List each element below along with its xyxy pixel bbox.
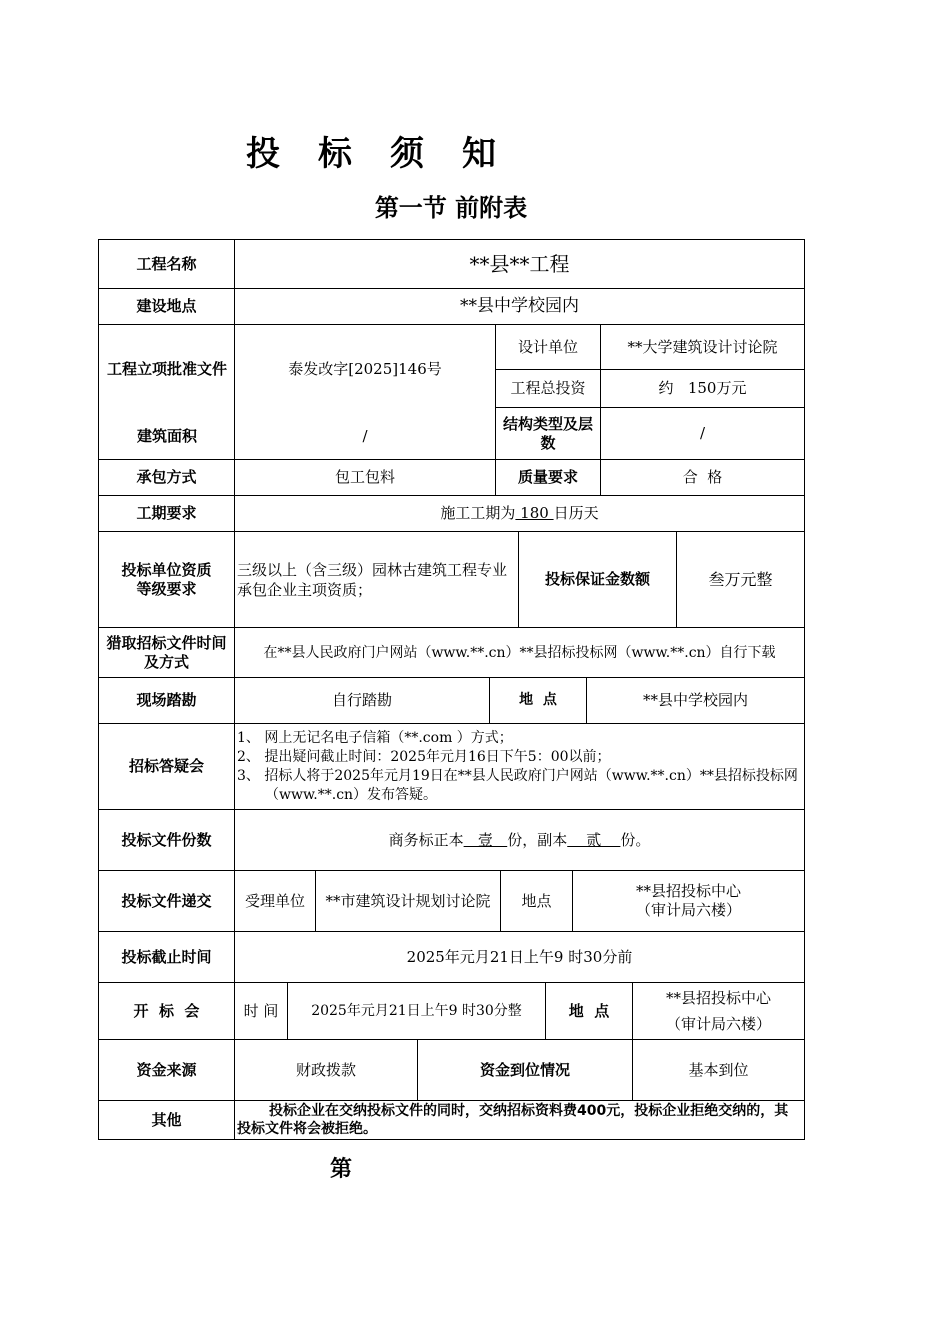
structure-label: 结构类型及层 数 <box>502 414 614 452</box>
fund-status-value: 基本到位 <box>632 1040 804 1100</box>
row-deadline <box>98 932 805 983</box>
project-name-label: 工程名称 <box>99 240 235 288</box>
qa-item: 1、 网上无记名电子信箱（**.com ）方式； <box>237 729 513 746</box>
fund-label: 资金来源 <box>99 1040 235 1100</box>
submit-location-value: **县招投标中心（审计局六楼） <box>572 871 804 931</box>
duration-label: 工期要求 <box>99 496 235 531</box>
row-qualification <box>98 532 805 628</box>
submit-recv-label: 受理单位 <box>244 891 305 910</box>
bond-label: 投标保证金数额 <box>518 532 676 627</box>
row-submit <box>98 871 805 932</box>
row-opening <box>98 983 805 1040</box>
approval-label: 工程立项批准文件 <box>106 359 227 378</box>
investment-label: 工程总投资 <box>510 379 586 397</box>
survey-value: 自行踏勘 <box>331 691 392 709</box>
obtain-label: 猎取招标文件时间及方式 <box>99 628 235 677</box>
qa-list <box>235 724 804 809</box>
opening-location-value: **县招投标中心（审计局六楼） <box>632 983 804 1039</box>
submit-location-label: 地点 <box>500 871 572 931</box>
qualification-label: 投标单位资质等级要求 <box>99 532 235 627</box>
qa-item: 2、 提出疑问截止时间：2025年元月16日下午5：00以前； <box>237 748 611 765</box>
next-section-fragment: 第 <box>330 1157 353 1182</box>
row-obtain <box>98 628 805 678</box>
copies-text-3: 份。 <box>620 830 651 849</box>
row-approval-area <box>98 325 805 460</box>
design-unit-label: 设计单位 <box>517 337 578 356</box>
row-qa <box>98 724 805 810</box>
duration-value <box>235 496 804 531</box>
submit-label: 投标文件递交 <box>99 871 235 931</box>
area-label: 建筑面积 <box>136 426 197 445</box>
row-other <box>98 1101 805 1140</box>
copies-original-count: 壹 <box>463 830 508 849</box>
quality-value: 合 格 <box>600 460 804 495</box>
copies-text-2: 份，副本 <box>507 830 568 849</box>
survey-location-label: 地 点 <box>489 678 586 723</box>
qa-item: 3、 招标人将于2025年元月19日在**县人民政府门户网站（www.**.cn）**县招标投标网（www.**.cn）发布答疑。 <box>237 767 798 803</box>
copies-duplicate-count: 贰 <box>567 830 621 849</box>
qa-label: 招标答疑会 <box>99 724 235 809</box>
quality-label: 质量要求 <box>495 460 600 495</box>
row-duration <box>98 496 805 532</box>
submit-recv-value: **市建筑设计规划讨论院 <box>315 871 500 931</box>
design-unit-value: **大学建筑设计讨论院 <box>627 337 778 356</box>
row-site <box>98 289 805 325</box>
structure-value: / <box>699 424 706 442</box>
section-subtitle: 第一节 前附表 <box>374 194 528 222</box>
row-project-name <box>98 239 805 289</box>
duration-suffix: 日历天 <box>553 504 599 522</box>
survey-location-value: **县中学校园内 <box>586 678 804 723</box>
project-name-value: **县**工程 <box>469 251 570 276</box>
other-value: 投标企业在交纳投标文件的同时，交纳招标资料费400元，投标企业拒绝交纳的，其投标文件将会被拒绝。 <box>237 1103 789 1137</box>
obtain-value: 在**县人民政府门户网站（www.**.cn）**县招标投标网（www.**.cn）自行下载 <box>263 644 776 661</box>
survey-label: 现场踏勘 <box>99 678 235 723</box>
site-value: **县中学校园内 <box>460 296 579 316</box>
deadline-label: 投标截止时间 <box>99 932 235 982</box>
row-survey <box>98 678 805 724</box>
fund-value: 财政拨款 <box>295 1060 356 1079</box>
investment-value: 约 150万元 <box>658 379 747 397</box>
opening-location-label: 地 点 <box>545 983 632 1039</box>
row-contract <box>98 460 805 496</box>
copies-value <box>235 810 804 870</box>
site-label: 建设地点 <box>99 289 235 324</box>
deadline-value: 2025年元月21日上午9 时30分前 <box>406 947 633 966</box>
copies-label: 投标文件份数 <box>99 810 235 870</box>
duration-days: 180 <box>515 504 554 522</box>
row-fund <box>98 1040 805 1101</box>
opening-time-value: 2025年元月21日上午9 时30分整 <box>287 983 545 1039</box>
contract-label: 承包方式 <box>99 460 235 495</box>
area-value: / <box>362 426 368 445</box>
contract-value: 包工包料 <box>334 468 395 486</box>
copies-text-1: 商务标正本 <box>388 830 464 849</box>
opening-label: 开 标 会 <box>99 983 235 1039</box>
fund-status-label: 资金到位情况 <box>417 1040 632 1100</box>
qualification-value: 三级以上（含三级）园林古建筑工程专业承包企业主项资质； <box>237 560 508 599</box>
page-title: 投标须知 <box>246 134 534 174</box>
duration-prefix: 施工工期为 <box>440 504 516 522</box>
other-label: 其他 <box>99 1101 235 1139</box>
bond-value: 叁万元整 <box>676 532 804 627</box>
approval-value: 泰发改字[2025]146号 <box>288 359 442 378</box>
opening-time-label: 时 间 <box>243 1001 279 1020</box>
row-copies <box>98 810 805 871</box>
